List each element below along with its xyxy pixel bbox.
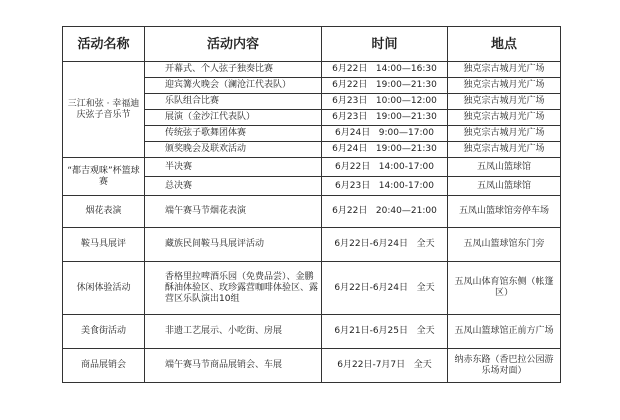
activity-name-cell: 烟花表演 <box>63 196 145 228</box>
activity-name-cell: 商品展销会 <box>63 349 145 383</box>
time-cell: 6月22日-6月24日 全天 <box>322 228 448 262</box>
table-row <box>63 228 561 262</box>
venue-cell: 五凤山篮球馆正前方广场 <box>448 315 561 349</box>
table-row <box>63 315 561 349</box>
time-cell: 6月22日 19:00—21:30 <box>322 78 448 94</box>
content-cell: 端午赛马节商品展销会、车展 <box>145 349 322 383</box>
venue-cell: 独克宗古城月光广场 <box>448 62 561 78</box>
content-cell: 端午赛马节烟花表演 <box>145 196 322 228</box>
venue-cell: 独克宗古城月光广场 <box>448 94 561 110</box>
table-row <box>63 196 561 228</box>
activity-name-cell: 鞍马具展评 <box>63 228 145 262</box>
content-cell: 乐队组合比赛 <box>145 94 322 110</box>
activity-name-cell: “都吉观咪”杯篮球赛 <box>63 158 145 196</box>
content-cell: 非遗工艺展示、小吃街、房展 <box>145 315 322 349</box>
time-cell: 6月24日 9:00—17:00 <box>322 126 448 142</box>
time-cell: 6月23日 19:00—21:30 <box>322 110 448 126</box>
venue-cell: 独克宗古城月光广场 <box>448 110 561 126</box>
content-cell: 香格里拉啤酒乐园（免费品尝）、金鹏酥油体验区、玫珍露营咖啡体验区、露营区乐队演出10组 <box>145 262 322 315</box>
schedule-table <box>62 26 561 383</box>
table-row <box>63 62 561 78</box>
time-cell: 6月22日 14:00-17:00 <box>322 158 448 177</box>
content-cell: 迎宾篝火晚会（澜沧江代表队） <box>145 78 322 94</box>
header-time: 时间 <box>322 27 448 62</box>
activity-name-cell: 休闲体验活动 <box>63 262 145 315</box>
content-cell: 半决赛 <box>145 158 322 177</box>
header-venue: 地点 <box>448 27 561 62</box>
time-cell: 6月23日 14:00-17:00 <box>322 177 448 196</box>
content-cell: 藏族民间鞍马具展评活动 <box>145 228 322 262</box>
header-row <box>63 27 561 62</box>
table-row <box>63 262 561 315</box>
content-cell: 传统弦子歌舞团体赛 <box>145 126 322 142</box>
venue-cell: 五凤山篮球馆 <box>448 177 561 196</box>
activity-name-cell: 三江和弦 · 幸福迪庆弦子音乐节 <box>63 62 145 158</box>
time-cell: 6月24日 19:00—21:30 <box>322 142 448 158</box>
time-cell: 6月21日-6月25日 全天 <box>322 315 448 349</box>
venue-cell: 纳赤东路（香巴拉公园游乐场对面） <box>448 349 561 383</box>
table-row <box>63 349 561 383</box>
time-cell: 6月23日 10:00—12:00 <box>322 94 448 110</box>
table-row <box>63 158 561 177</box>
content-cell: 颁奖晚会及联欢活动 <box>145 142 322 158</box>
content-cell: 开幕式、个人弦子独奏比赛 <box>145 62 322 78</box>
time-cell: 6月22日 14:00—16:30 <box>322 62 448 78</box>
time-cell: 6月22日-7月7日 全天 <box>322 349 448 383</box>
content-cell: 总决赛 <box>145 177 322 196</box>
venue-cell: 独克宗古城月光广场 <box>448 126 561 142</box>
content-cell: 展演（金沙江代表队） <box>145 110 322 126</box>
activity-name-cell: 美食街活动 <box>63 315 145 349</box>
venue-cell: 独克宗古城月光广场 <box>448 78 561 94</box>
venue-cell: 五凤山篮球馆旁停车场 <box>448 196 561 228</box>
time-cell: 6月22日 20:40—21:00 <box>322 196 448 228</box>
venue-cell: 五凤山篮球馆 <box>448 158 561 177</box>
venue-cell: 五凤山篮球馆东门旁 <box>448 228 561 262</box>
venue-cell: 五凤山体育馆东侧（帐篷区） <box>448 262 561 315</box>
header-activity-content: 活动内容 <box>145 27 322 62</box>
time-cell: 6月22日-6月24日 全天 <box>322 262 448 315</box>
header-activity-name: 活动名称 <box>63 27 145 62</box>
venue-cell: 独克宗古城月光广场 <box>448 142 561 158</box>
